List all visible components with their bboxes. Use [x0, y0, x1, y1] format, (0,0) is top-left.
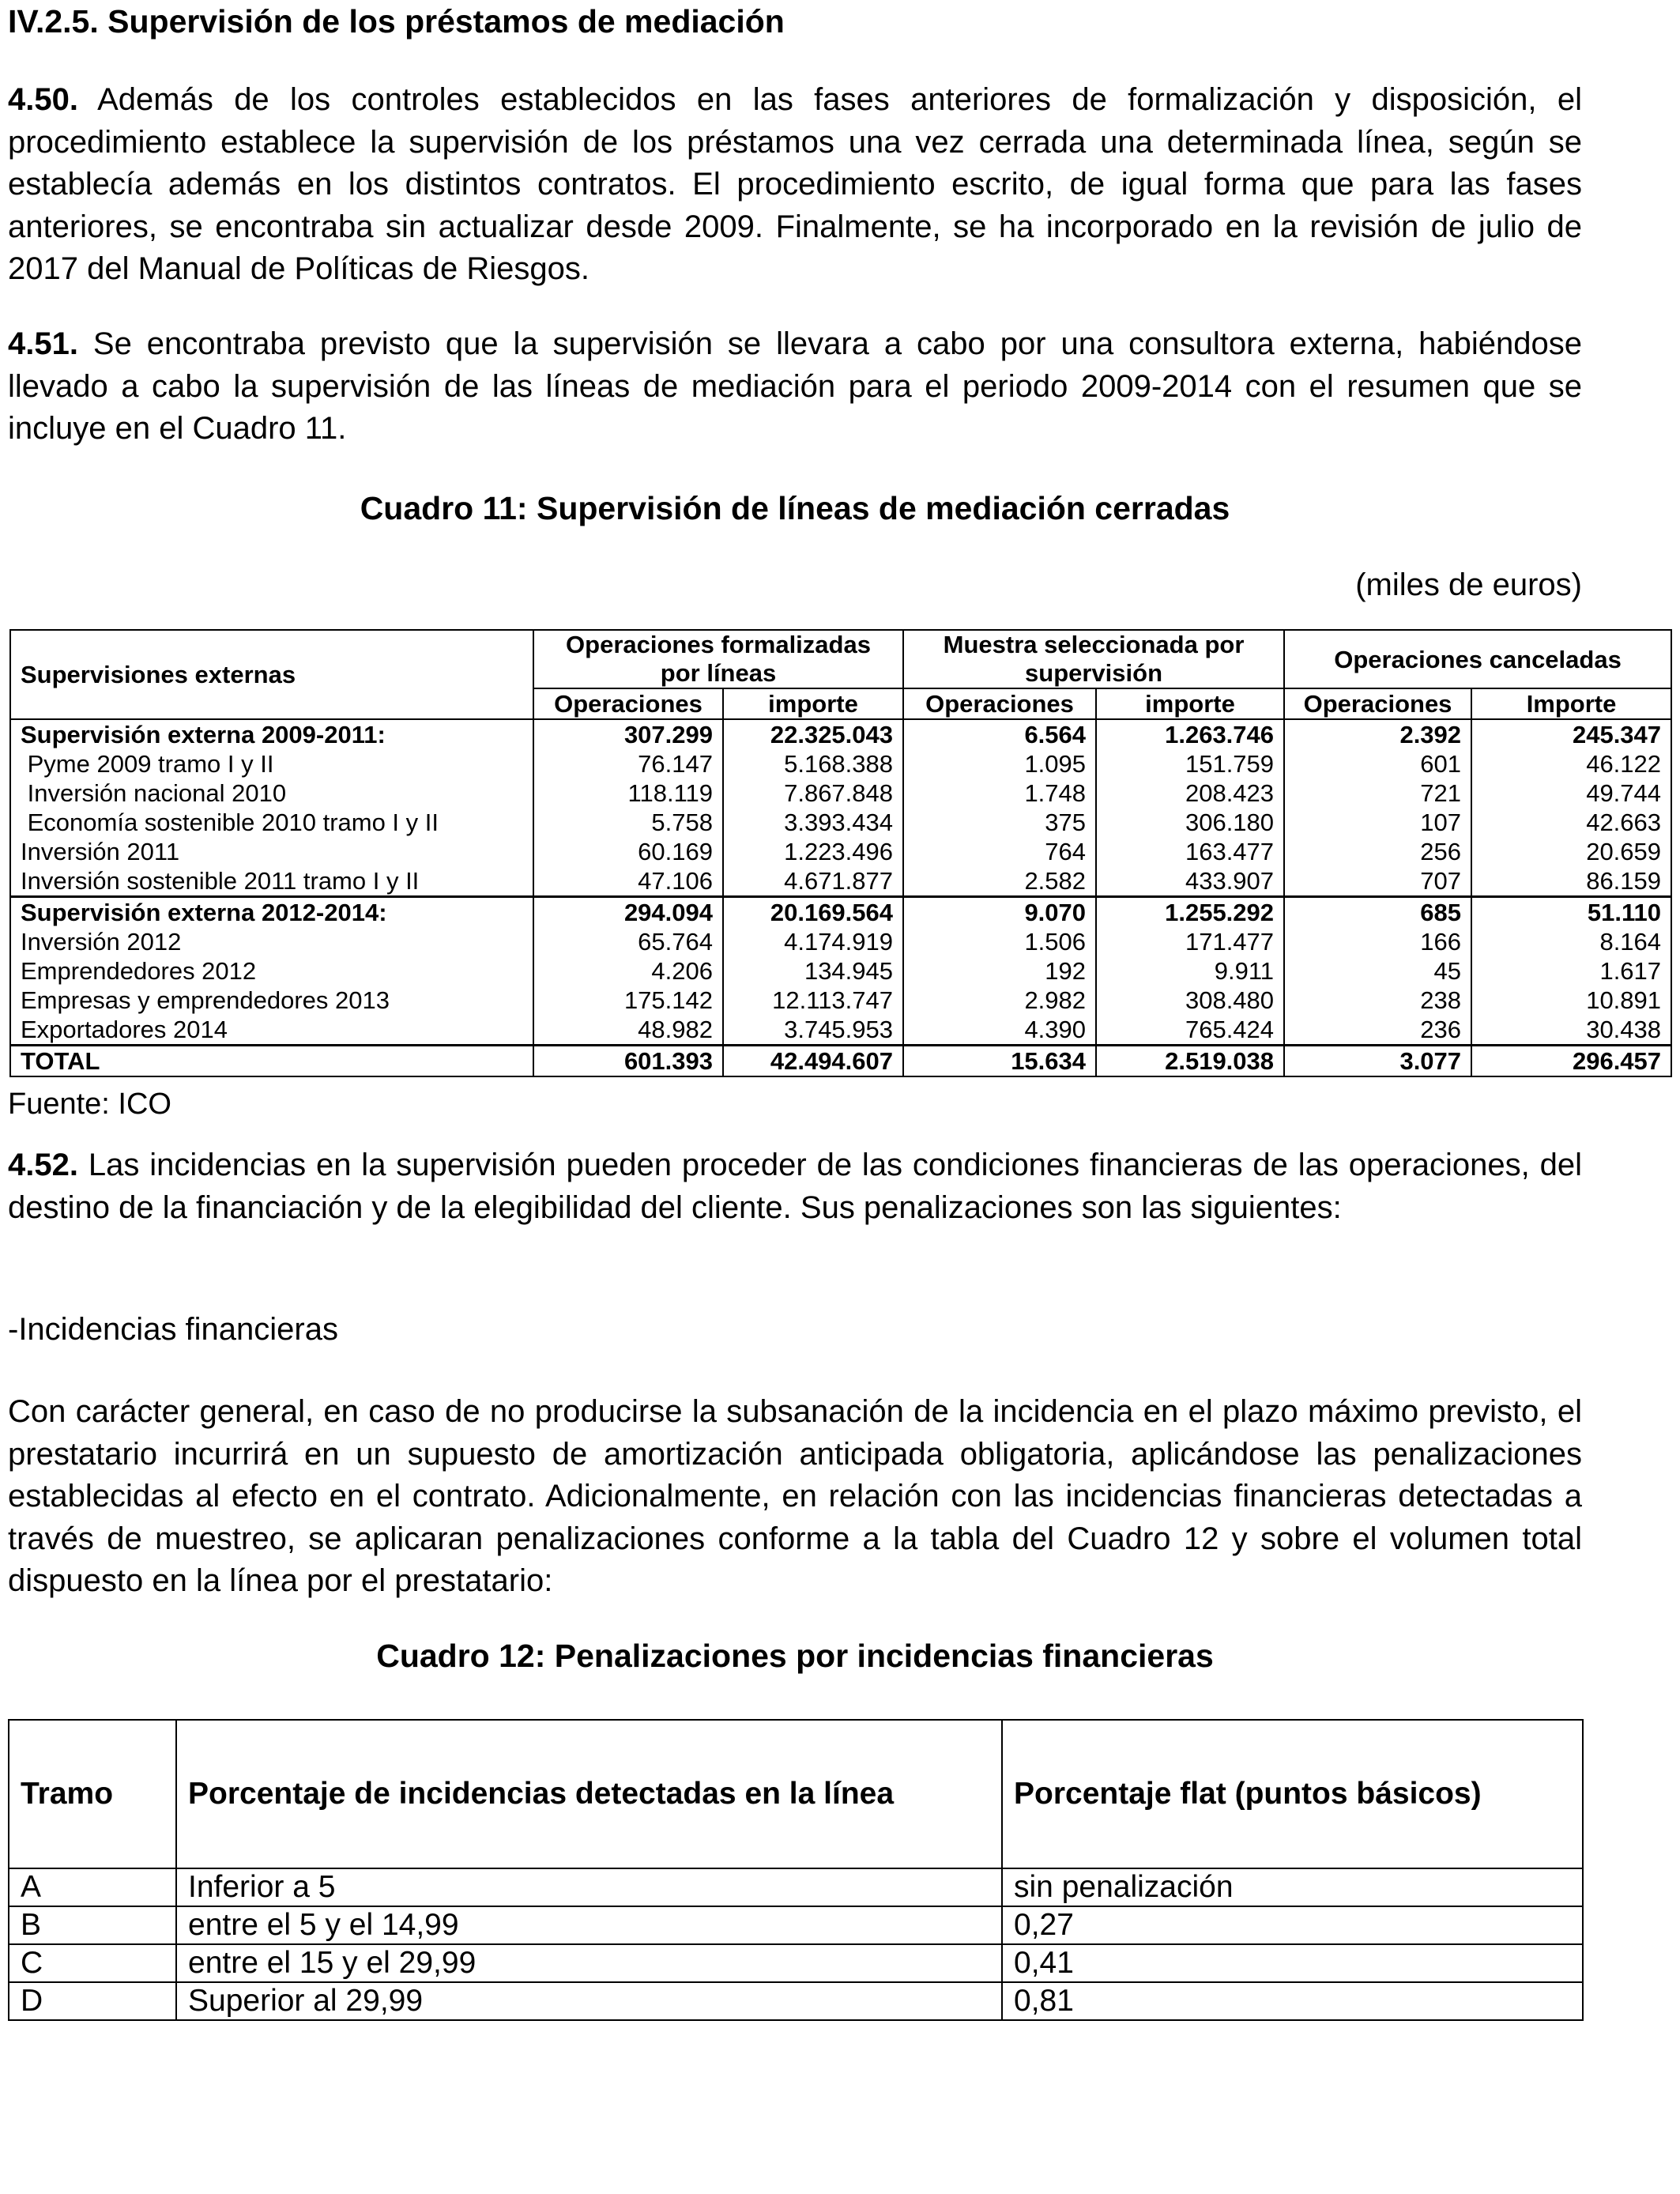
table-cell: 134.945	[723, 956, 903, 986]
row-label: Inversión 2011	[10, 837, 533, 866]
table-cell: 9.070	[903, 897, 1096, 928]
paragraph-4-51	[8, 323, 1582, 450]
paragraph-general: Con carácter general, en caso de no producirse la subsanación de la incidencia en el plazo máximo previsto, el prestatario incurrirá en un supuesto de amortización anticipada obligatoria, aplicándose las penalizaciones establecidas al efecto en el contrato. Adicionalmente, en relación con las incidencias financieras detectadas a través de muestreo, se aplicaran penalizaciones conforme a la tabla del Cuadro 12 y sobre el volumen total dispuesto en la línea por el prestatario:	[8, 1394, 1582, 1598]
table-caption-cuadro-11: Cuadro 11: Supervisión de líneas de mediación cerradas	[360, 490, 1230, 526]
table-cell: 51.110	[1471, 897, 1671, 928]
table-cell: 60.169	[533, 837, 723, 866]
table-cell: 306.180	[1096, 808, 1284, 837]
table-cell: 118.119	[533, 778, 723, 808]
subheader-operaciones: Operaciones	[903, 688, 1096, 719]
table-cell: 2.392	[1284, 719, 1471, 749]
table-body	[10, 719, 1671, 1076]
table-cell: 601.393	[533, 1046, 723, 1077]
table-cell: 601	[1284, 749, 1471, 778]
table-cell: 46.122	[1471, 749, 1671, 778]
table-cell: 30.438	[1471, 1015, 1671, 1046]
subheader-operaciones: Operaciones	[1284, 688, 1471, 719]
table-cell: 308.480	[1096, 986, 1284, 1015]
header-supervisiones: Supervisiones externas	[10, 630, 533, 719]
table-row	[10, 808, 1671, 837]
table-cell: 296.457	[1471, 1046, 1671, 1077]
table-cell: 3.393.434	[723, 808, 903, 837]
table-cell: 1.095	[903, 749, 1096, 778]
table-cell: 12.113.747	[723, 986, 903, 1015]
table-cuadro-12	[8, 1719, 1584, 2021]
table-cell: sin penalización	[1002, 1868, 1583, 1906]
row-label: Supervisión externa 2009-2011:	[10, 719, 533, 749]
row-label: Inversión nacional 2010	[10, 778, 533, 808]
table-cell: 0,81	[1002, 1982, 1583, 2020]
row-label: Pyme 2009 tramo I y II	[10, 749, 533, 778]
table-cell: C	[9, 1944, 176, 1982]
table-cell: 76.147	[533, 749, 723, 778]
table-cell: 1.748	[903, 778, 1096, 808]
table-cell: 20.659	[1471, 837, 1671, 866]
table-cell: 1.223.496	[723, 837, 903, 866]
table-row	[9, 1868, 1583, 1906]
table-cell: D	[9, 1982, 176, 2020]
table-cell: 208.423	[1096, 778, 1284, 808]
table-cell: 375	[903, 808, 1096, 837]
row-label: Economía sostenible 2010 tramo I y II	[10, 808, 533, 837]
table-cell: Superior al 29,99	[176, 1982, 1002, 2020]
subheader-importe: Importe	[1471, 688, 1671, 719]
table-cell: 433.907	[1096, 866, 1284, 897]
row-label: Inversión sostenible 2011 tramo I y II	[10, 866, 533, 897]
table-cell: 45	[1284, 956, 1471, 986]
table-cell: 15.634	[903, 1046, 1096, 1077]
table-cell: 42.663	[1471, 808, 1671, 837]
table-cell: 5.758	[533, 808, 723, 837]
table-body	[9, 1868, 1583, 2020]
row-label: TOTAL	[10, 1046, 533, 1077]
header-group-muestra: Muestra seleccionada por supervisión	[903, 630, 1284, 688]
table-cell: A	[9, 1868, 176, 1906]
table-cell: 238	[1284, 986, 1471, 1015]
table-cell: 192	[903, 956, 1096, 986]
row-label: Inversión 2012	[10, 927, 533, 956]
table-row	[10, 1046, 1671, 1077]
paragraph-4-50	[8, 79, 1582, 291]
table-row	[10, 897, 1671, 928]
header-group-canceladas: Operaciones canceladas	[1284, 630, 1671, 688]
table-cell: 3.077	[1284, 1046, 1471, 1077]
row-label: Emprendedores 2012	[10, 956, 533, 986]
table-cell: 2.519.038	[1096, 1046, 1284, 1077]
table-cell: entre el 5 y el 14,99	[176, 1906, 1002, 1944]
table-cell: 236	[1284, 1015, 1471, 1046]
paragraph-number: 4.52.	[8, 1148, 78, 1182]
subheader-operaciones: Operaciones	[533, 688, 723, 719]
table-cell: 307.299	[533, 719, 723, 749]
table-cell: entre el 15 y el 29,99	[176, 1944, 1002, 1982]
table-cuadro-11	[9, 629, 1672, 1077]
subheader-importe: importe	[723, 688, 903, 719]
table-cell: 6.564	[903, 719, 1096, 749]
table-row	[10, 866, 1671, 897]
table-cell: 2.582	[903, 866, 1096, 897]
table-cell: 10.891	[1471, 986, 1671, 1015]
table-cell: 1.506	[903, 927, 1096, 956]
table-row	[9, 1982, 1583, 2020]
header-porcentaje-flat: Porcentaje flat (puntos básicos)	[1002, 1720, 1583, 1868]
header-group-formalizadas: Operaciones formalizadas por líneas	[533, 630, 903, 688]
table-row	[10, 719, 1671, 749]
header-tramo: Tramo	[9, 1720, 176, 1868]
table-cell: 20.169.564	[723, 897, 903, 928]
table-cell: 7.867.848	[723, 778, 903, 808]
table-cell: 721	[1284, 778, 1471, 808]
table-cell: 49.744	[1471, 778, 1671, 808]
subheader-importe: importe	[1096, 688, 1284, 719]
row-label: Supervisión externa 2012-2014:	[10, 897, 533, 928]
table-cell: 171.477	[1096, 927, 1284, 956]
table-cell: 1.263.746	[1096, 719, 1284, 749]
paragraph-4-52	[8, 1144, 1582, 1229]
table-cell: 151.759	[1096, 749, 1284, 778]
table-cell: 765.424	[1096, 1015, 1284, 1046]
table-cell: 294.094	[533, 897, 723, 928]
row-label: Exportadores 2014	[10, 1015, 533, 1046]
table-cell: 0,27	[1002, 1906, 1583, 1944]
table-row	[10, 986, 1671, 1015]
table-row	[10, 837, 1671, 866]
table-cell: 1.617	[1471, 956, 1671, 986]
paragraph-text: Las incidencias en la supervisión pueden proceder de las condiciones financieras de las operaciones, del destino de la financiación y de la elegibilidad del cliente. Sus penalizaciones son las siguientes:	[8, 1148, 1582, 1225]
header-porcentaje-incidencias: Porcentaje de incidencias detectadas en la línea	[176, 1720, 1002, 1868]
table-row	[10, 749, 1671, 778]
table-units: (miles de euros)	[1355, 567, 1582, 602]
paragraph-number: 4.50.	[8, 82, 78, 117]
table-cell: 86.159	[1471, 866, 1671, 897]
table-row	[10, 1015, 1671, 1046]
table-row	[10, 778, 1671, 808]
table-cell: 0,41	[1002, 1944, 1583, 1982]
table-cell: 166	[1284, 927, 1471, 956]
table-cell: 42.494.607	[723, 1046, 903, 1077]
table-cell: 4.671.877	[723, 866, 903, 897]
table-row	[9, 1944, 1583, 1982]
table-row	[9, 1906, 1583, 1944]
table-cell: Inferior a 5	[176, 1868, 1002, 1906]
table-cell: 4.174.919	[723, 927, 903, 956]
table-cell: 1.255.292	[1096, 897, 1284, 928]
table-cell: 4.390	[903, 1015, 1096, 1046]
paragraph-number: 4.51.	[8, 326, 78, 361]
table-cell: 3.745.953	[723, 1015, 903, 1046]
table-source: Fuente: ICO	[8, 1088, 171, 1121]
table-caption-cuadro-12: Cuadro 12: Penalizaciones por incidencias financieras	[376, 1638, 1214, 1674]
table-cell: B	[9, 1906, 176, 1944]
table-cell: 22.325.043	[723, 719, 903, 749]
table-cell: 47.106	[533, 866, 723, 897]
table-cell: 4.206	[533, 956, 723, 986]
table-cell: 2.982	[903, 986, 1096, 1015]
section-heading: IV.2.5. Supervisión de los préstamos de mediación	[8, 3, 785, 40]
table-cell: 48.982	[533, 1015, 723, 1046]
table-cell: 8.164	[1471, 927, 1671, 956]
table-cell: 107	[1284, 808, 1471, 837]
table-cell: 175.142	[533, 986, 723, 1015]
incidencias-label: -Incidencias financieras	[8, 1312, 338, 1347]
table-cell: 256	[1284, 837, 1471, 866]
table-cell: 163.477	[1096, 837, 1284, 866]
row-label: Empresas y emprendedores 2013	[10, 986, 533, 1015]
table-cell: 65.764	[533, 927, 723, 956]
table-row	[10, 956, 1671, 986]
table-cell: 9.911	[1096, 956, 1284, 986]
table-row	[10, 927, 1671, 956]
table-cell: 764	[903, 837, 1096, 866]
table-cell: 685	[1284, 897, 1471, 928]
table-cell: 707	[1284, 866, 1471, 897]
table-cell: 5.168.388	[723, 749, 903, 778]
paragraph-text: Se encontraba previsto que la supervisión se llevara a cabo por una consultora externa, habiéndose llevado a cabo la supervisión de las líneas de mediación para el periodo 2009-2014 con el resumen que se incluye en el Cuadro 11.	[8, 326, 1582, 446]
table-cell: 245.347	[1471, 719, 1671, 749]
paragraph-text: Además de los controles establecidos en las fases anteriores de formalización y disposición, el procedimiento establece la supervisión de los préstamos una vez cerrada una determinada línea, según se establecía además en los distintos contratos. El procedimiento escrito, de igual forma que para las fases anteriores, se encontraba sin actualizar desde 2009. Finalmente, se ha incorporado en la revisión de julio de 2017 del Manual de Políticas de Riesgos.	[8, 82, 1582, 286]
